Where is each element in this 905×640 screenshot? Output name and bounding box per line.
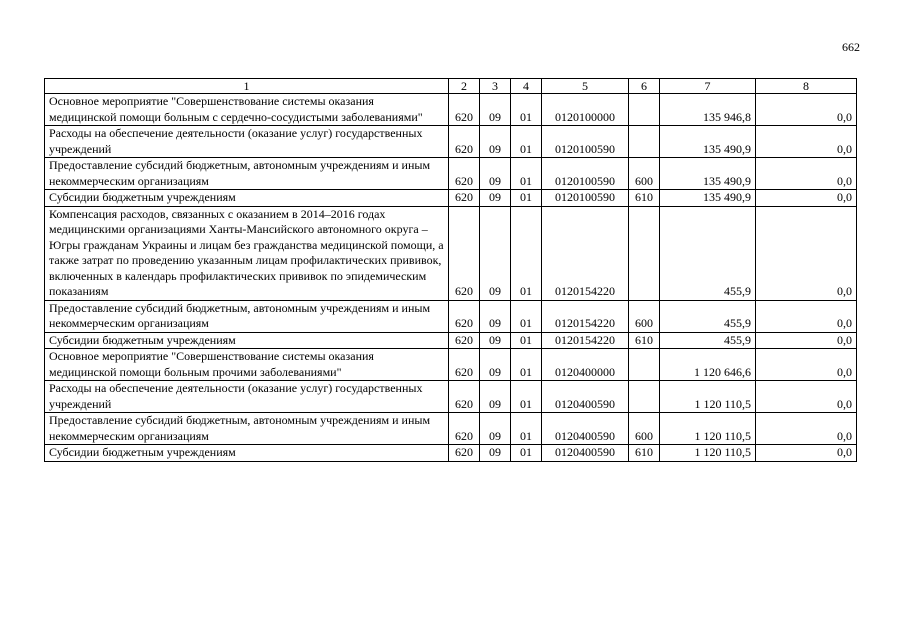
section-code: 09 [480, 445, 511, 462]
subvention-amount: 0,0 [756, 300, 857, 332]
subsection-code: 01 [511, 332, 542, 349]
item-name: Основное мероприятие "Совершенствование системы оказания медицинской помощи больным прочими заболеваниями" [45, 349, 449, 381]
amount-value: 135 490,9 [660, 158, 756, 190]
section-code: 09 [480, 190, 511, 207]
subsection-code: 01 [511, 158, 542, 190]
target-article-code: 0120100000 [542, 94, 629, 126]
column-header: 6 [629, 79, 660, 94]
subvention-amount: 0,0 [756, 206, 857, 300]
item-name: Предоставление субсидий бюджетным, автономным учреждениям и иным некоммерческим организациям [45, 158, 449, 190]
target-article-code: 0120100590 [542, 126, 629, 158]
table-row [45, 300, 857, 332]
expense-type-code [629, 126, 660, 158]
item-name: Субсидии бюджетным учреждениям [45, 332, 449, 349]
target-article-code: 0120400000 [542, 349, 629, 381]
expense-type-code [629, 349, 660, 381]
expense-type-code: 600 [629, 300, 660, 332]
column-header: 1 [45, 79, 449, 94]
ministry-code: 620 [449, 381, 480, 413]
table-row [45, 206, 857, 300]
item-name: Основное мероприятие "Совершенствование системы оказания медицинской помощи больным с сердечно-сосудистыми заболеваниями" [45, 94, 449, 126]
subsection-code: 01 [511, 300, 542, 332]
expense-type-code [629, 206, 660, 300]
amount-value: 135 946,8 [660, 94, 756, 126]
section-code: 09 [480, 158, 511, 190]
target-article-code: 0120400590 [542, 413, 629, 445]
subvention-amount: 0,0 [756, 94, 857, 126]
ministry-code: 620 [449, 332, 480, 349]
section-code: 09 [480, 332, 511, 349]
section-code: 09 [480, 94, 511, 126]
subsection-code: 01 [511, 126, 542, 158]
ministry-code: 620 [449, 158, 480, 190]
section-code: 09 [480, 413, 511, 445]
target-article-code: 0120154220 [542, 300, 629, 332]
section-code: 09 [480, 126, 511, 158]
column-header: 3 [480, 79, 511, 94]
amount-value: 1 120 110,5 [660, 445, 756, 462]
table-row [45, 126, 857, 158]
subsection-code: 01 [511, 206, 542, 300]
expense-type-code: 600 [629, 413, 660, 445]
subvention-amount: 0,0 [756, 126, 857, 158]
expense-type-code: 610 [629, 445, 660, 462]
table-row [45, 413, 857, 445]
subsection-code: 01 [511, 445, 542, 462]
subvention-amount: 0,0 [756, 158, 857, 190]
header-row [45, 79, 857, 94]
amount-value: 1 120 110,5 [660, 381, 756, 413]
amount-value: 455,9 [660, 332, 756, 349]
subsection-code: 01 [511, 190, 542, 207]
subvention-amount: 0,0 [756, 445, 857, 462]
item-name: Субсидии бюджетным учреждениям [45, 445, 449, 462]
column-header: 2 [449, 79, 480, 94]
subvention-amount: 0,0 [756, 413, 857, 445]
subsection-code: 01 [511, 349, 542, 381]
table-row [45, 332, 857, 349]
table-row [45, 94, 857, 126]
subvention-amount: 0,0 [756, 332, 857, 349]
item-name: Субсидии бюджетным учреждениям [45, 190, 449, 207]
subsection-code: 01 [511, 381, 542, 413]
expense-type-code: 610 [629, 332, 660, 349]
target-article-code: 0120100590 [542, 158, 629, 190]
expense-type-code: 610 [629, 190, 660, 207]
section-code: 09 [480, 349, 511, 381]
target-article-code: 0120100590 [542, 190, 629, 207]
amount-value: 455,9 [660, 300, 756, 332]
table-row [45, 158, 857, 190]
budget-table [44, 78, 857, 462]
amount-value: 455,9 [660, 206, 756, 300]
column-header: 8 [756, 79, 857, 94]
item-name: Предоставление субсидий бюджетным, автономным учреждениям и иным некоммерческим организациям [45, 300, 449, 332]
column-header: 7 [660, 79, 756, 94]
target-article-code: 0120400590 [542, 445, 629, 462]
page-number: 662 [842, 40, 860, 54]
section-code: 09 [480, 300, 511, 332]
target-article-code: 0120154220 [542, 332, 629, 349]
ministry-code: 620 [449, 349, 480, 381]
ministry-code: 620 [449, 413, 480, 445]
subvention-amount: 0,0 [756, 190, 857, 207]
amount-value: 135 490,9 [660, 126, 756, 158]
table-row [45, 445, 857, 462]
target-article-code: 0120400590 [542, 381, 629, 413]
ministry-code: 620 [449, 300, 480, 332]
ministry-code: 620 [449, 206, 480, 300]
amount-value: 1 120 110,5 [660, 413, 756, 445]
subvention-amount: 0,0 [756, 349, 857, 381]
column-header: 4 [511, 79, 542, 94]
item-name: Расходы на обеспечение деятельности (оказание услуг) государственных учреждений [45, 381, 449, 413]
expense-type-code: 600 [629, 158, 660, 190]
expense-type-code [629, 94, 660, 126]
subsection-code: 01 [511, 413, 542, 445]
ministry-code: 620 [449, 445, 480, 462]
expense-type-code [629, 381, 660, 413]
table-row [45, 190, 857, 207]
item-name: Компенсация расходов, связанных с оказанием в 2014–2016 годах медицинскими организациями Ханты-Мансийского автономного округа – Югры гражданам Украины и лицам без гражданства медицинской помощи, а также затрат по проведению указанным лицам профилактических прививок, включенных в календарь профилактических прививок по эпидемическим показаниям [45, 206, 449, 300]
amount-value: 135 490,9 [660, 190, 756, 207]
subvention-amount: 0,0 [756, 381, 857, 413]
ministry-code: 620 [449, 94, 480, 126]
subsection-code: 01 [511, 94, 542, 126]
table-row [45, 349, 857, 381]
ministry-code: 620 [449, 190, 480, 207]
section-code: 09 [480, 381, 511, 413]
table-row [45, 381, 857, 413]
ministry-code: 620 [449, 126, 480, 158]
target-article-code: 0120154220 [542, 206, 629, 300]
item-name: Предоставление субсидий бюджетным, автономным учреждениям и иным некоммерческим организациям [45, 413, 449, 445]
item-name: Расходы на обеспечение деятельности (оказание услуг) государственных учреждений [45, 126, 449, 158]
amount-value: 1 120 646,6 [660, 349, 756, 381]
section-code: 09 [480, 206, 511, 300]
column-header: 5 [542, 79, 629, 94]
